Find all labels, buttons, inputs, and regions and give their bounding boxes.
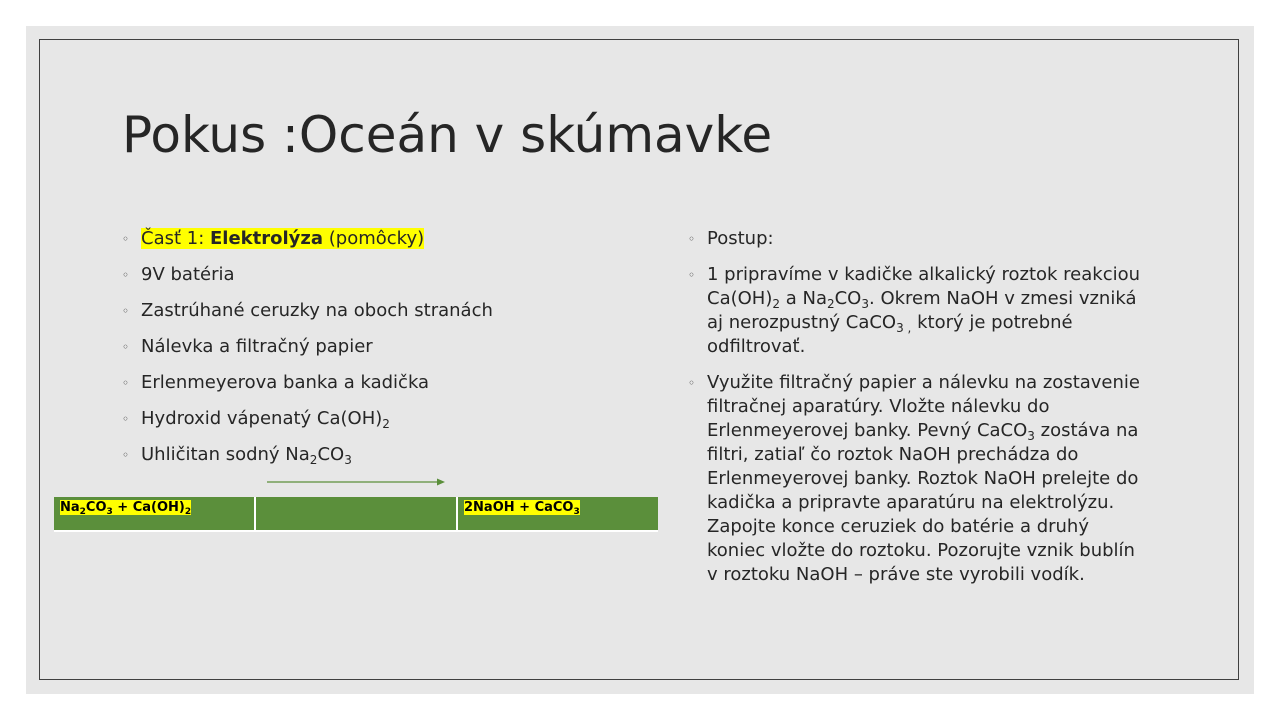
list-item: ◦ Uhličitan sodný $Na_2CO_3$ xyxy=(122,444,352,467)
reactants-cell: $Na_2CO_3 + Ca(OH)_2$ xyxy=(54,497,255,530)
bullet-icon: ◦ xyxy=(688,376,696,390)
bullet-icon: ◦ xyxy=(688,232,696,246)
list-item: ◦ Postup: xyxy=(688,228,774,249)
bullet-icon: ◦ xyxy=(122,304,130,318)
products-cell: 2NaOH + CaCO$_3$ xyxy=(457,497,658,530)
left-bullet-list xyxy=(122,227,642,479)
list-item: ◦ Erlenmeyerova banka a kadička xyxy=(122,372,430,393)
bullet-icon: ◦ xyxy=(122,412,130,426)
bullet-icon: ◦ xyxy=(122,340,130,354)
list-item: ◦ Hydroxid vápenatý $Ca(OH)_2$ xyxy=(122,408,390,431)
list-item: ◦ 1 pripravíme v kadičke alkalický roztok reakciou $Ca(OH)_2$ a $Na_2CO_3$. Okrem NaOH v zmesi vzniká aj nerozpustný CaCO$_{3 ,}$ ktorý je potrebné odfiltrovať. xyxy=(688,264,1141,357)
right-bullet-list xyxy=(688,227,1148,599)
bullet-icon: ◦ xyxy=(122,232,130,246)
slide xyxy=(26,26,1254,694)
slide-title: Pokus :Oceán v skúmavke xyxy=(122,106,773,164)
table-row xyxy=(54,497,658,530)
bullet-icon: ◦ xyxy=(122,376,130,390)
bullet-icon: ◦ xyxy=(122,448,130,462)
part-heading: Časť 1: Elektrolýza (pomôcky) xyxy=(141,228,425,249)
list-item: ◦ Zastrúhané ceruzky na oboch stranách xyxy=(122,300,493,321)
list-item: ◦ Nálevka a filtračný papier xyxy=(122,336,373,357)
bullet-icon: ◦ xyxy=(688,268,696,282)
bullet-icon: ◦ xyxy=(122,268,130,282)
reaction-arrow-icon xyxy=(267,477,445,487)
arrow-cell xyxy=(255,497,457,530)
list-item: ◦ Využite filtračný papier a nálevku na zostavenie filtračnej aparatúry. Vložte nálevku do Erlenmeyerovej banky. Pevný CaCO$_3$ zostáva na filtri, zatiaľ čo roztok NaOH prechádza do Erlenmeyerovej banky. Roztok NaOH prelejte do kadička a pripravte aparatúru na elektrolýzu. Zapojte konce ceruziek do batérie a druhý koniec vložte do roztoku. Pozorujte vznik bublín v roztoku NaOH – práve ste vyrobili vodík. xyxy=(688,372,1140,585)
reaction-table xyxy=(54,497,658,530)
list-item xyxy=(122,227,642,251)
list-item: ◦ 9V batéria xyxy=(122,264,235,285)
